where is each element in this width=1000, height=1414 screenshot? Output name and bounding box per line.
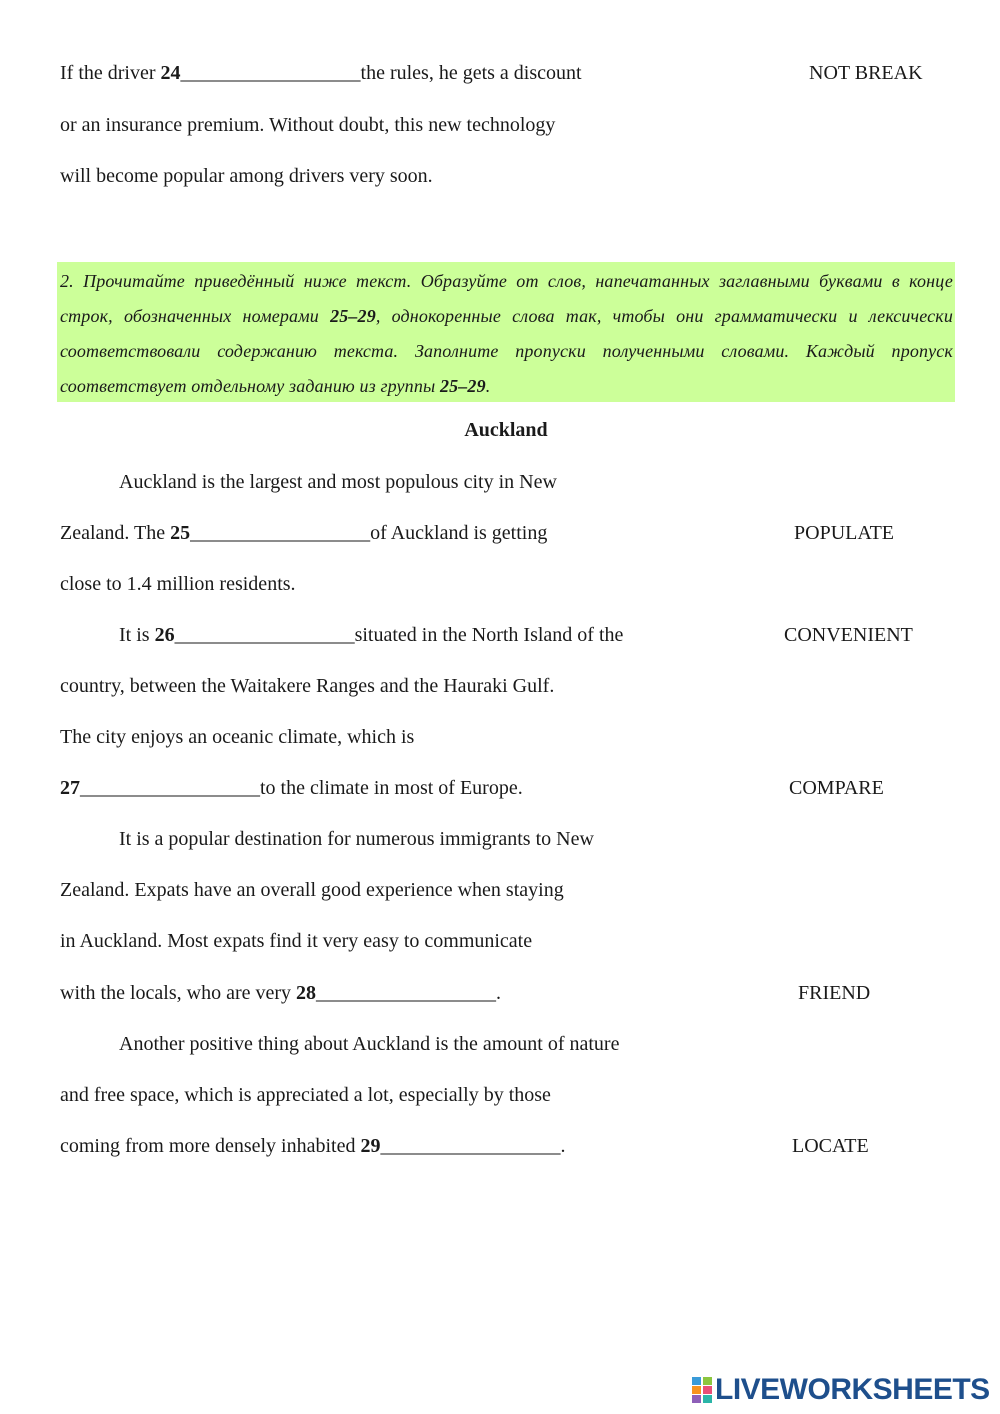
text: with the locals, who are very xyxy=(60,982,297,1004)
sentence-29 xyxy=(60,1134,565,1158)
liveworksheets-logo-icon xyxy=(692,1377,712,1403)
text-line: or an insurance premium. Without doubt, this new technology xyxy=(60,114,556,136)
keyword-populate: POPULATE xyxy=(794,522,895,544)
text-line: Another positive thing about Auckland is the amount of nature xyxy=(119,1033,620,1055)
instruction-text: 2. Прочитайте приведённый ниже текст. Образуйте от слов, напечатанных заглавными буквами в конце строк, обозначенных номерами xyxy=(60,271,953,326)
keyword-not-break: NOT BREAK xyxy=(809,62,923,84)
text: If the driver xyxy=(60,62,161,84)
text-title: Auckland xyxy=(464,419,548,441)
liveworksheets-logo-text: LIVEWORKSHEETS xyxy=(715,1373,990,1406)
keyword-compare: COMPARE xyxy=(789,777,884,799)
question-number-28: 28 xyxy=(296,982,317,1004)
text-line: The city enjoys an oceanic climate, which is xyxy=(60,726,415,748)
question-number-24: 24 xyxy=(160,62,181,84)
keyword-locate: LOCATE xyxy=(792,1135,869,1157)
keyword-convenient: CONVENIENT xyxy=(784,624,913,646)
answer-blank-29[interactable]: __________________. xyxy=(380,1135,566,1157)
instruction-text: , однокоренные слова так, чтобы они грамматически и лексически соответствовали содержанию текста. Заполните пропуски полученными словами. Каждый пропуск соответствует отдельному заданию из группы xyxy=(60,306,953,396)
text-line: It is a popular destination for numerous immigrants to New xyxy=(119,828,594,850)
answer-blank-25[interactable]: __________________ xyxy=(190,522,371,544)
sentence-24 xyxy=(60,61,582,85)
instruction-range: 25–29 xyxy=(330,306,376,326)
text-line: Auckland is the largest and most populous city in New xyxy=(119,471,557,493)
question-number-26: 26 xyxy=(154,624,175,646)
answer-blank-28[interactable]: __________________. xyxy=(316,982,502,1004)
text: of Auckland is getting xyxy=(370,522,548,544)
text: It is xyxy=(119,624,155,646)
text: Zealand. The xyxy=(60,522,171,544)
text-line: in Auckland. Most expats find it very easy to communicate xyxy=(60,930,533,952)
text: coming from more densely inhabited xyxy=(60,1135,361,1157)
sentence-26 xyxy=(119,623,623,647)
sentence-28 xyxy=(60,981,501,1005)
sentence-25 xyxy=(60,521,547,545)
text-line: Zealand. Expats have an overall good experience when staying xyxy=(60,879,564,901)
text: to the climate in most of Europe. xyxy=(260,777,523,799)
answer-blank-26[interactable]: __________________ xyxy=(174,624,355,646)
text-line: close to 1.4 million residents. xyxy=(60,573,296,595)
text-line: country, between the Waitakere Ranges and the Hauraki Gulf. xyxy=(60,675,555,697)
sentence-27 xyxy=(60,776,523,800)
text: the rules, he gets a discount xyxy=(360,62,582,84)
question-number-29: 29 xyxy=(360,1135,381,1157)
text: situated in the North Island of the xyxy=(354,624,624,646)
text-line: will become popular among drivers very soon. xyxy=(60,165,433,187)
text-line: and free space, which is appreciated a lot, especially by those xyxy=(60,1084,551,1106)
liveworksheets-logo xyxy=(692,1375,990,1405)
keyword-friend: FRIEND xyxy=(798,982,871,1004)
question-number-27: 27 xyxy=(60,777,80,799)
answer-blank-27[interactable]: __________________ xyxy=(80,777,260,799)
answer-blank-24[interactable]: __________________ xyxy=(180,62,361,84)
question-number-25: 25 xyxy=(170,522,191,544)
instruction-range: 25–29 xyxy=(439,376,486,396)
instruction-text: . xyxy=(485,376,491,396)
task-instruction xyxy=(57,262,955,402)
